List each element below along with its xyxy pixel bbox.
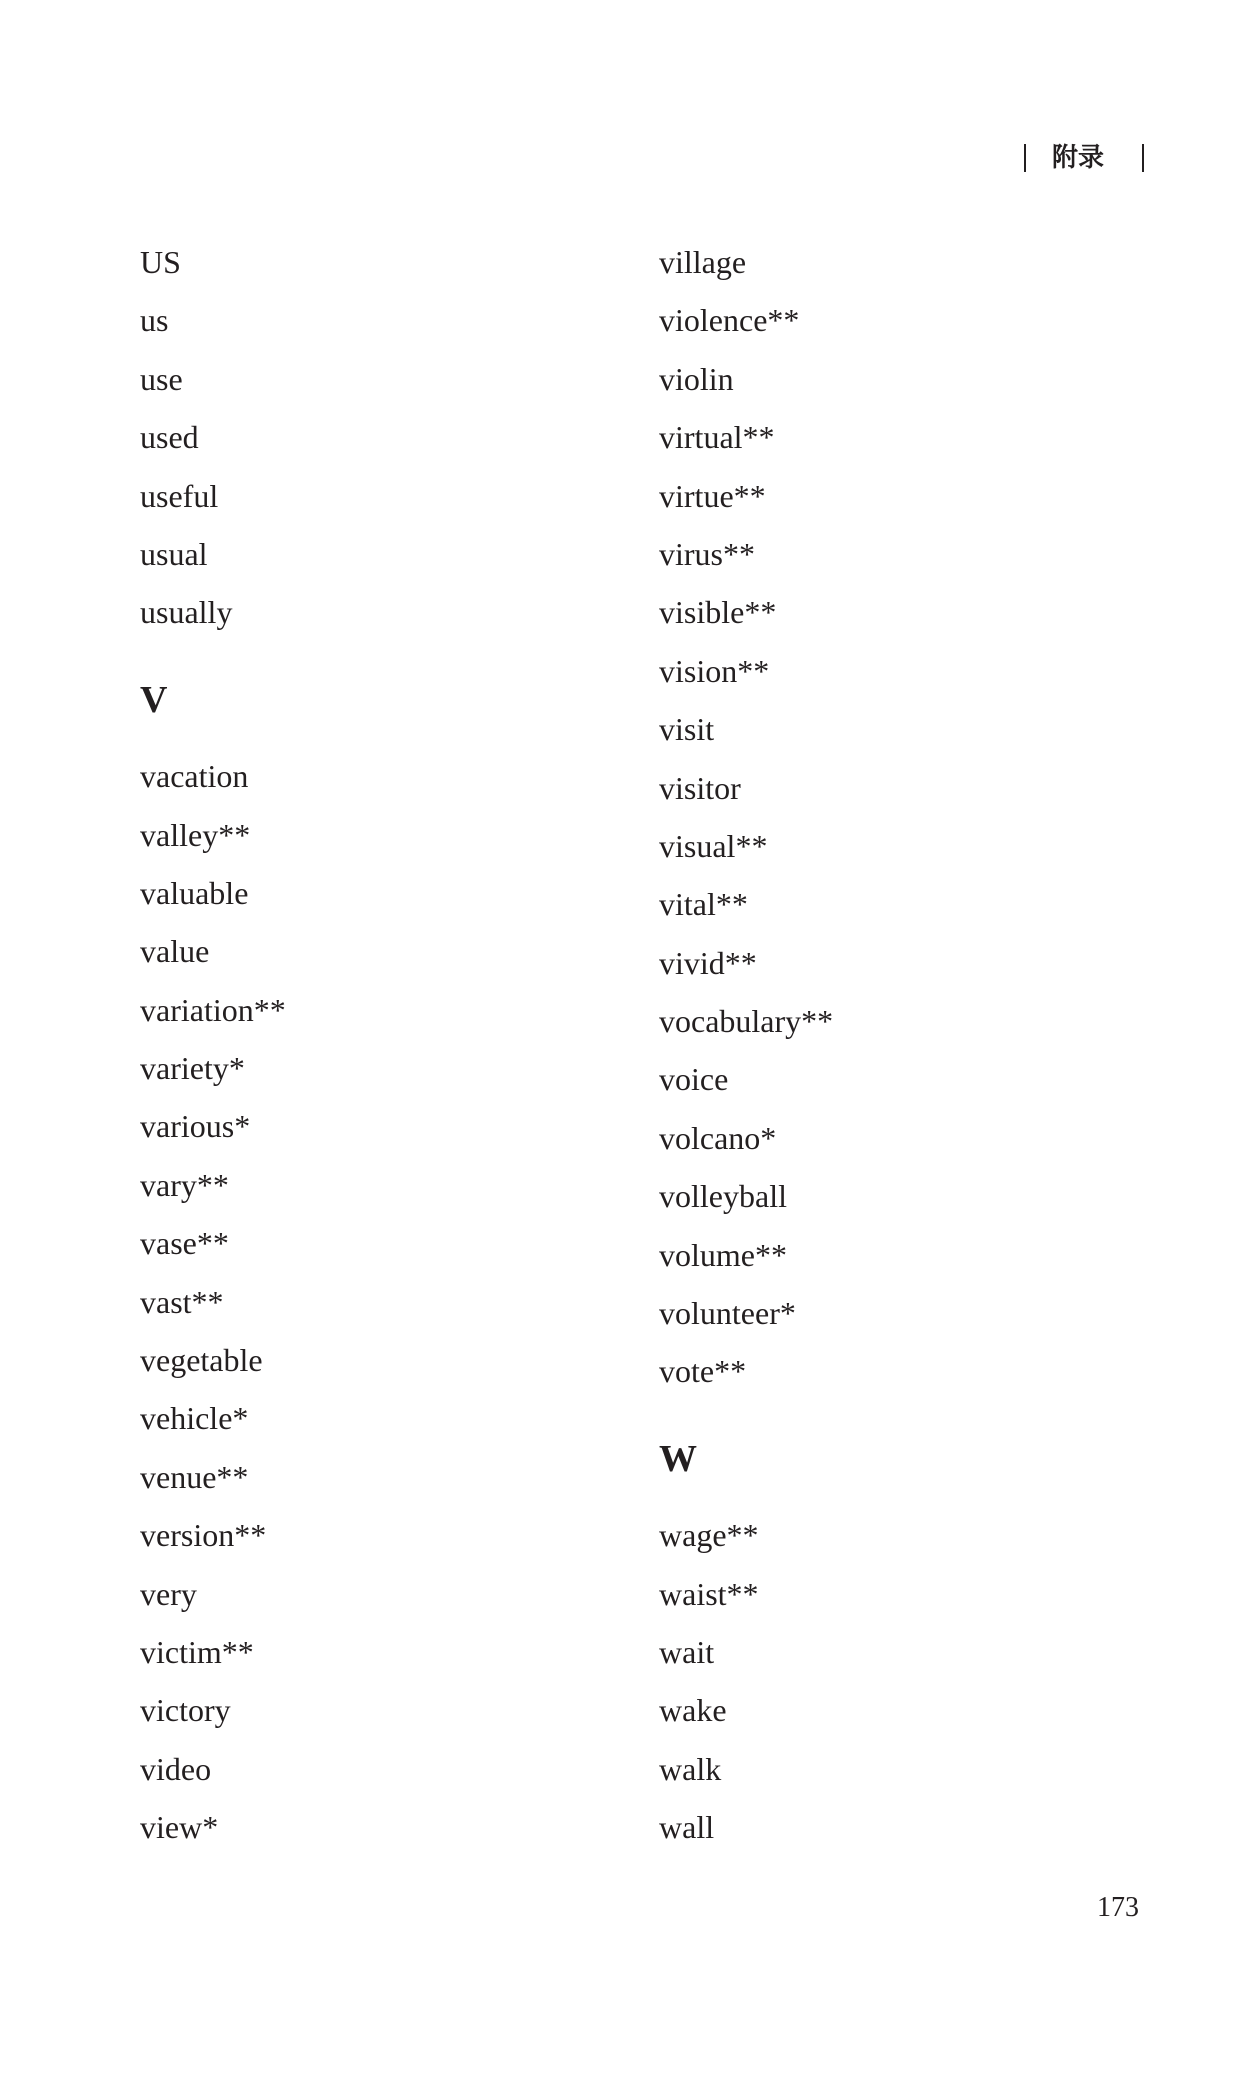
word-entry: various*	[140, 1108, 251, 1145]
word-entry: us	[140, 302, 169, 339]
word-entry: vehicle*	[140, 1400, 249, 1437]
word-entry: usual	[140, 535, 208, 572]
word-entry: usually	[140, 594, 233, 631]
word-entry: walk	[659, 1750, 722, 1787]
page-number: 173	[1097, 1892, 1139, 1923]
word-entry: wait	[659, 1633, 715, 1670]
word-entry: view*	[140, 1809, 219, 1846]
section-letter-v: V	[140, 678, 168, 721]
word-entry: vast**	[140, 1283, 224, 1320]
word-entry: volume**	[659, 1236, 787, 1273]
word-entry: valley**	[140, 816, 251, 853]
word-entry: very	[140, 1575, 197, 1612]
word-entry: virus**	[659, 535, 755, 572]
word-entry: volleyball	[659, 1178, 787, 1215]
word-entry: violence**	[659, 302, 800, 339]
running-head	[1024, 140, 1144, 176]
running-head-left-rule	[1024, 144, 1026, 172]
word-entry: version**	[140, 1517, 267, 1554]
left-word-column	[140, 233, 286, 1857]
word-entry: variety*	[140, 1050, 245, 1087]
word-entry: victory	[140, 1692, 231, 1729]
word-entry: visitor	[659, 769, 741, 806]
word-entry: visible**	[659, 594, 777, 631]
word-entry: wage**	[659, 1517, 759, 1554]
word-entry: valuable	[140, 874, 249, 911]
word-entry: visual**	[659, 827, 768, 864]
word-entry: useful	[140, 477, 219, 514]
word-entry: visit	[659, 711, 715, 748]
word-entry: use	[140, 360, 183, 397]
word-entry: video	[140, 1750, 212, 1787]
word-entry: used	[140, 419, 199, 456]
word-entry: vocabulary**	[659, 1003, 834, 1040]
word-entry: voice	[659, 1061, 729, 1098]
word-entry: virtual**	[659, 419, 775, 456]
word-entry: variation**	[140, 991, 286, 1028]
running-head-title: 附录	[1052, 143, 1105, 173]
word-entry: waist**	[659, 1575, 759, 1612]
word-entry: vase**	[140, 1225, 229, 1262]
word-entry: vary**	[140, 1166, 229, 1203]
section-letter-w: W	[659, 1437, 697, 1480]
word-entry: vegetable	[140, 1342, 263, 1379]
word-entry: violin	[659, 360, 734, 397]
word-entry: vacation	[140, 758, 249, 795]
word-entry: vote**	[659, 1353, 747, 1390]
word-entry: volcano*	[659, 1119, 777, 1156]
word-entry: virtue**	[659, 477, 766, 514]
running-head-right-rule	[1142, 144, 1144, 172]
word-entry: wall	[659, 1809, 715, 1846]
right-word-column	[659, 233, 833, 1857]
word-entry: village	[659, 244, 747, 280]
word-entry: vital**	[659, 886, 748, 923]
word-entry: wake	[659, 1692, 727, 1729]
word-entry: value	[140, 933, 210, 970]
word-entry: venue**	[140, 1458, 249, 1495]
word-entry: victim**	[140, 1633, 254, 1670]
word-entry: vision**	[659, 652, 770, 689]
word-entry: vivid**	[659, 944, 757, 981]
word-entry: volunteer*	[659, 1295, 796, 1332]
word-entry: US	[140, 244, 181, 280]
